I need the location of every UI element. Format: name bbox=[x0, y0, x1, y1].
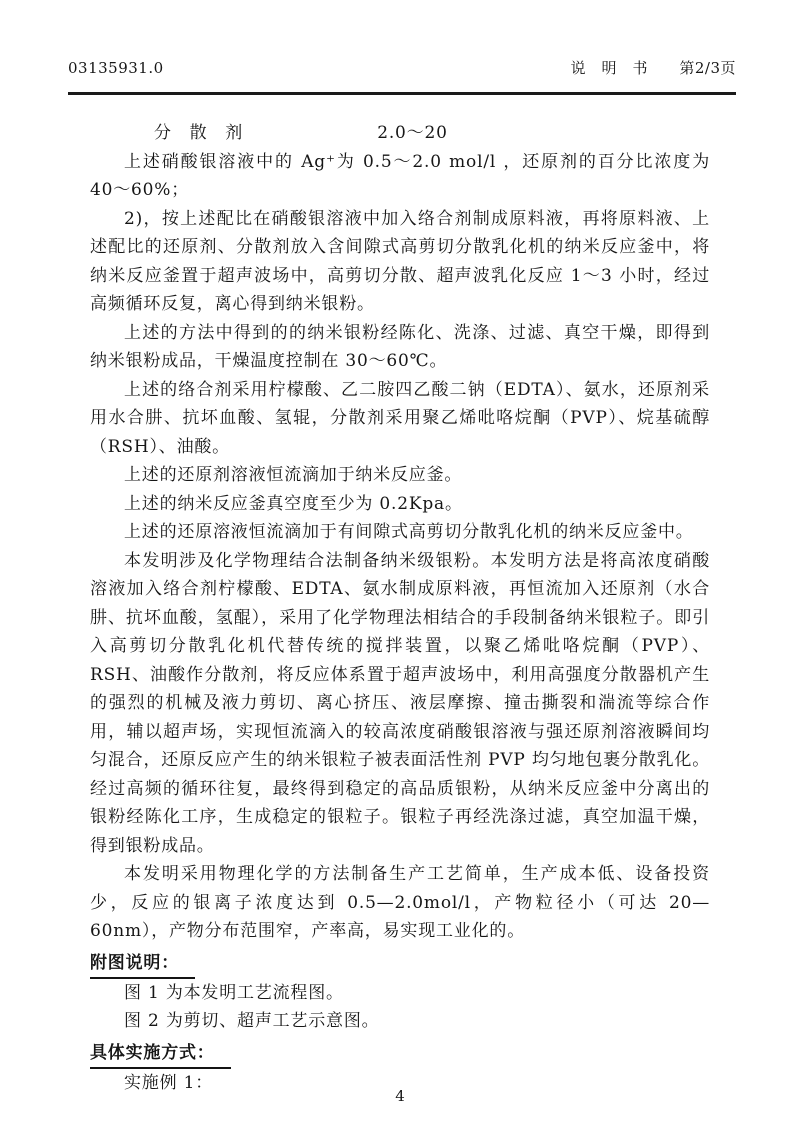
figure-2-caption: 图 2 为剪切、超声工艺示意图。 bbox=[124, 1011, 380, 1031]
para-drying-treatment: 上述的方法中得到的的纳米银粉经陈化、洗涤、过滤、真空干燥，即得到纳米银粉成品，干燥温度控制在 30～60℃。 bbox=[90, 322, 710, 371]
header-divider bbox=[68, 92, 736, 95]
para-reagent-choices: 上述的络合剂采用柠檬酸、乙二胺四乙酸二钠（EDTA）、氨水，还原剂采用水合肼、抗坏血酸、氢辊，分散剂采用聚乙烯吡咯烷酮（PVP）、烷基硫醇（RSH）、油酸。 bbox=[90, 379, 710, 457]
para-invention-summary: 本发明涉及化学物理结合法制备纳米级银粉。本发明方法是将高浓度硝酸溶液加入络合剂柠檬酸、EDTA、氨水制成原料液，再恒流加入还原剂（水合肼、抗坏血酸，氢醌），采用了化学物理法相结合的手段制备纳米银粒子。即引入高剪切分散乳化机代替传统的搅拌装置，以聚乙烯吡咯烷酮（PVP）、RSH、油酸作分散剂，将反应体系置于超声波场中，利用高强度分散器机产生的强烈的机械及液力剪切、离心挤压、液层摩擦、撞击撕裂和湍流等综合作用，辅以超声场，实现恒流滴入的较高浓度硝酸银溶液与强还原剂溶液瞬间均匀混合，还原反应产生的纳米银粒子被表面活性剂 PVP 均匀地包裹分散乳化。经过高频的循环往复，最终得到稳定的高品质银粉，从纳米反应釜中分离出的银粉经陈化工序，生成稳定的银粒子。银粒子再经洗涤过滤，真空加温干燥，得到银粉成品。 bbox=[90, 550, 710, 856]
application-number: 03135931.0 bbox=[68, 59, 164, 77]
figures-heading-row bbox=[90, 946, 710, 979]
figures-section-heading: 附图说明： bbox=[90, 950, 195, 979]
page-number: 4 bbox=[395, 1087, 405, 1105]
document-type-title: 说 明 书 bbox=[570, 59, 649, 77]
document-body bbox=[90, 119, 710, 1097]
para-step2-process: 2)，按上述配比在硝酸银溶液中加入络合剂制成原料液，再将原料液、上述配比的还原剂、分散剂放入含间隙式高剪切分散乳化机的纳米反应釜中，将纳米反应釜置于超声波场中，高剪切分散、超声波乳化反应 1～3 小时，经过高频循环反复，离心得到纳米银粉。 bbox=[90, 208, 710, 314]
figure-1-caption: 图 1 为本发明工艺流程图。 bbox=[124, 982, 344, 1003]
embodiments-section-heading: 具体实施方式： bbox=[90, 1040, 231, 1069]
page-header bbox=[68, 57, 736, 78]
embodiments-heading-row bbox=[90, 1036, 710, 1069]
spec-value: 2.0～20 bbox=[377, 123, 448, 143]
para-reducer-into-reactor: 上述的还原溶液恒流滴加于有间隙式高剪切分散乳化机的纳米反应釜中。 bbox=[124, 522, 694, 542]
para-reducer-dropwise: 上述的还原剂溶液恒流滴加于纳米反应釜。 bbox=[124, 465, 463, 485]
dispersant-spec-line bbox=[90, 119, 710, 148]
para-silver-ion-concentration: 上述硝酸银溶液中的 Ag⁺为 0.5～2.0 mol/l ，还原剂的百分比浓度为 40～60%； bbox=[90, 151, 710, 200]
page-indicator: 第2/3页 bbox=[679, 59, 736, 77]
header-right bbox=[571, 57, 736, 78]
page-footer bbox=[0, 1087, 800, 1105]
para-vacuum-degree: 上述的纳米反应釜真空度至少为 0.2Kpa。 bbox=[124, 493, 463, 514]
para-invention-advantages: 本发明采用物理化学的方法制备生产工艺简单，生产成本低、设备投资少，反应的银离子浓度达到 0.5—2.0mol/l，产物粒径小（可达 20—60nm），产物分布范围窄，产率高，易实现工业化的。 bbox=[90, 864, 710, 941]
spec-label: 分 散 剂 bbox=[154, 123, 243, 143]
embodiment-1-label: 实施例 1： bbox=[124, 1072, 214, 1093]
